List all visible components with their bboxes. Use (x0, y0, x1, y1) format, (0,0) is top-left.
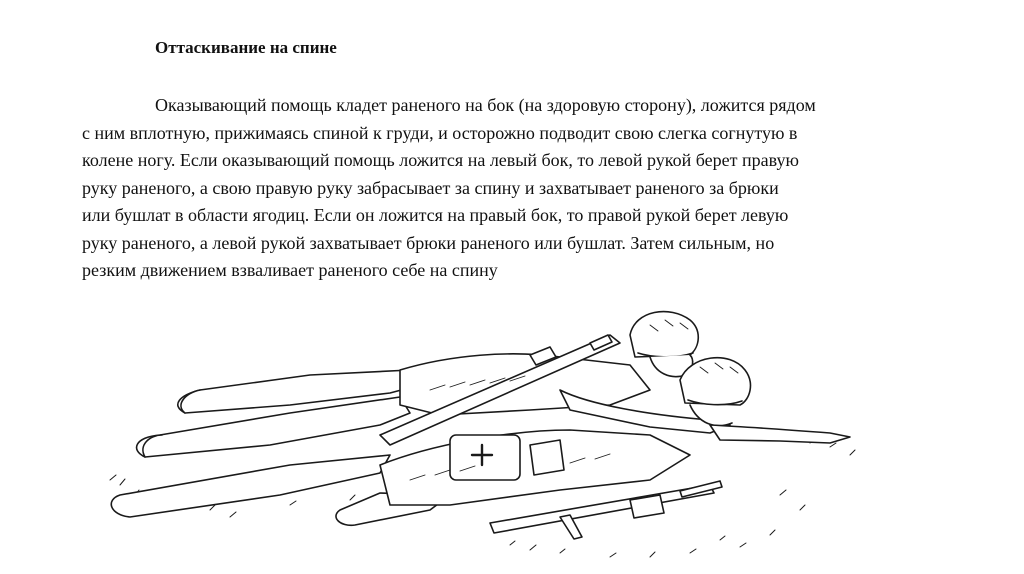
paragraph-line: руку раненого, а свою правую руку забрасывает за спину и захватывает раненого за брюки (82, 177, 779, 198)
instruction-paragraph (82, 92, 952, 285)
paragraph-line: Оказывающий помощь кладет раненого на бок (на здоровую сторону), ложится рядом (155, 95, 816, 115)
page-title: Оттаскивание на спине (155, 38, 337, 57)
paragraph-line: резким движением взваливает раненого себе на спину (82, 260, 498, 280)
paragraph-line: колене ногу. Если оказывающий помощь ложится на левый бок, то левой рукой берет правую (82, 150, 799, 170)
soldier-carry-illustration (90, 295, 890, 570)
paragraph-line: руку раненого, а левой рукой захватывает брюки раненого или бушлат. Затем сильным, но (82, 232, 775, 253)
paragraph-line: с ним вплотную, прижимаясь спиной к груди, и осторожно подводит свою слегка согнутую в (82, 122, 798, 143)
paragraph-line: или бушлат в области ягодиц. Если он ложится на правый бок, то правой рукой берет левую (82, 205, 789, 225)
